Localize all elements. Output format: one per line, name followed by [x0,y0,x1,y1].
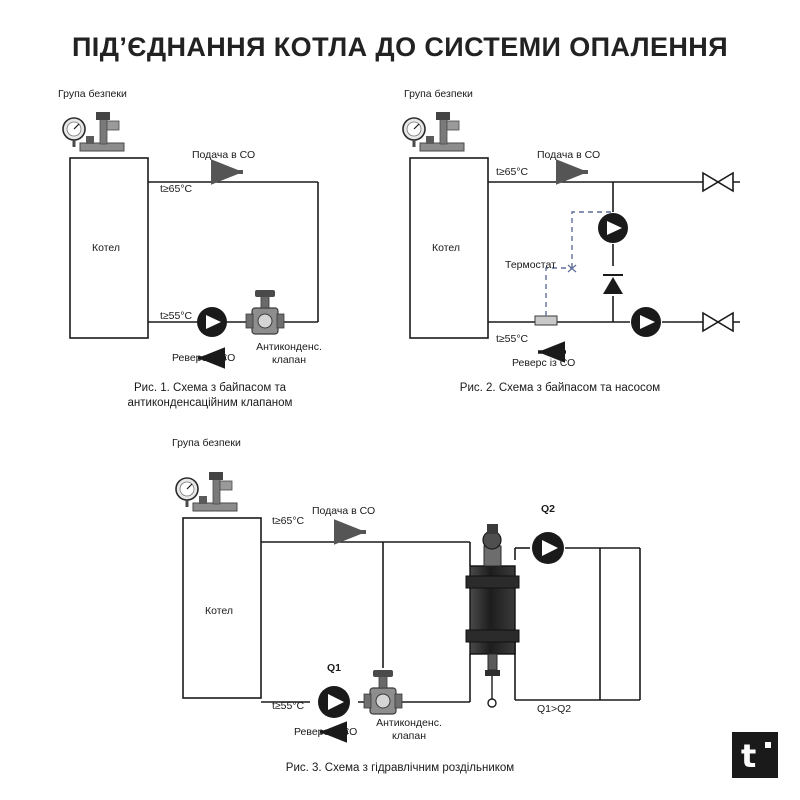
fig1-boiler-label: Котел [92,242,121,254]
fig3-supply-label: Подача в СО [312,505,376,517]
fig2-supply-temp-label: t≥65°C [496,166,529,178]
figure-3-graphics [176,472,640,732]
fig3-reverse-label: Реверс із СО [294,726,358,738]
fig3-safety-group-label: Група безпеки [172,437,241,449]
safety-group-icon-1 [63,112,124,151]
pump-icon-1 [197,307,227,337]
thermostat-icon [535,316,557,325]
pump-icon-q1 [318,686,350,718]
page-title: ПІД’ЄДНАННЯ КОТЛА ДО СИСТЕМИ ОПАЛЕННЯ [72,32,728,62]
brand-logo [732,732,778,778]
check-valve-icon [603,275,623,294]
logo-letter: t [741,737,757,775]
fig1-valve-label-line2: клапан [271,354,306,366]
shutoff-valve-icon-top [703,173,733,191]
logo-square-icon [765,742,771,748]
fig3-q1-label: Q1 [327,662,342,674]
fig2-return-temp-label: t≥55°C [496,333,529,345]
pump-icon-2-bypass [598,213,628,243]
fig1-caption-line1: Рис. 1. Схема з байпасом та [134,382,286,394]
fig1-return-temp-label: t≥55°C [160,310,193,322]
safety-group-icon-2 [403,112,464,151]
fig3-return-temp-label: t≥55°C [272,700,305,712]
fig3-relation-label: Q1>Q2 [537,703,572,715]
safety-group-icon-3 [176,472,237,511]
fig3-valve-label-line2: клапан [391,730,426,742]
fig3-supply-temp-label: t≥65°C [272,515,305,527]
figure-2-graphics [403,112,740,352]
fig3-valve-label-line1: Антиконденс. [376,717,442,729]
fig2-reverse-label: Реверс із СО [512,357,576,369]
fig3-q2-label: Q2 [541,503,556,515]
fig1-safety-group-label: Група безпеки [58,88,127,100]
fig2-boiler-label: Котел [432,242,461,254]
fig1-supply-label: Подача в СО [192,149,256,161]
fig2-safety-group-label: Група безпеки [404,88,473,100]
fig1-reverse-label: Реверс із СО [172,352,236,364]
fig1-valve-label-line1: Антиконденс. [256,341,322,353]
pump-icon-q2 [532,532,564,564]
fig1-caption-line2: антиконденсаційним клапаном [127,397,293,409]
fig2-caption-line1: Рис. 2. Схема з байпасом та насосом [459,382,661,394]
pump-icon-2-return [631,307,661,337]
fig3-caption-line1: Рис. 3. Схема з гідравлічним роздільником [285,762,515,774]
anticondensation-valve-icon-1 [246,290,284,334]
fig2-thermostat-label: Термостат [505,259,556,271]
hydraulic-separator-icon [466,524,519,707]
fig1-supply-temp-label: t≥65°C [160,183,193,195]
anticondensation-valve-icon-3 [364,670,402,714]
fig3-boiler-label: Котел [205,605,234,617]
fig2-supply-label: Подача в СО [537,149,601,161]
shutoff-valve-icon-bottom [703,313,733,331]
